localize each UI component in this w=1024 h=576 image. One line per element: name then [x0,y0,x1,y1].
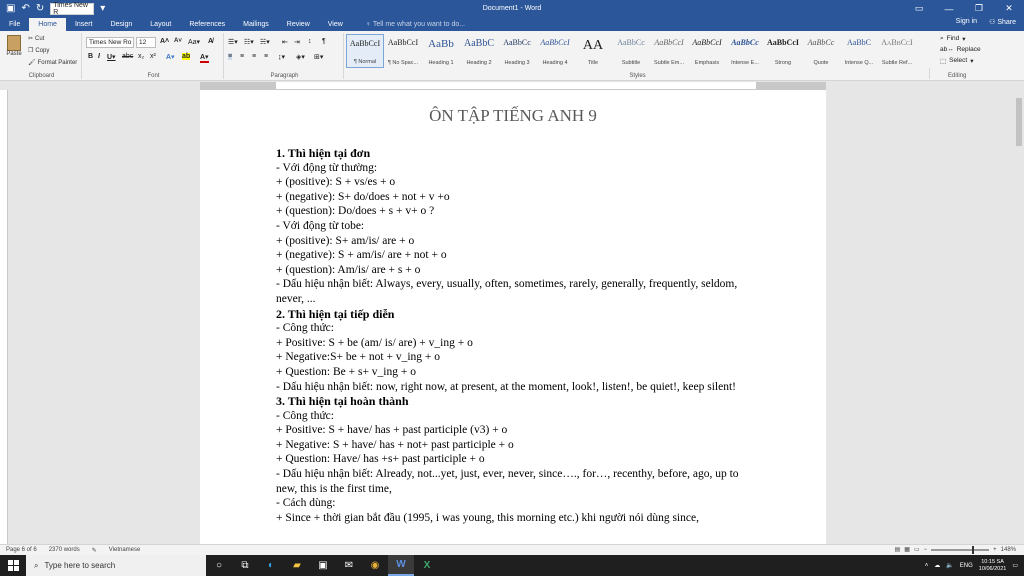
copy-button[interactable] [28,47,49,54]
document-line[interactable]: + (question): Do/does + s + v+ o ? [276,205,435,218]
web-layout-icon[interactable]: ▭ [913,547,920,553]
ribbon [0,31,1024,81]
style-sample: AaBb [428,38,454,50]
document-page[interactable] [200,90,826,544]
customize-qat-icon[interactable]: ▾ [100,2,106,14]
document-line[interactable]: + Question: Be + s+ v_ing + o [276,365,416,378]
taskbar-search-placeholder: Type here to search [44,561,116,570]
chrome-icon[interactable]: ◉ [370,560,380,571]
document-title: ÔN TẬP TIẾNG ANH 9 [429,106,597,125]
style-sample: AaBbCc [503,38,531,47]
document-line[interactable]: + Negative: S + have/ has + not+ past participle + o [276,438,514,451]
scrollbar-thumb[interactable] [1016,98,1022,146]
section-heading[interactable]: 2. Thì hiện tại tiếp diễn [276,306,395,321]
shading-icon[interactable]: ◈▾ [296,54,305,61]
style-sample: AaBbC [847,38,871,47]
style-strong[interactable] [764,34,802,68]
paste-label: Paste [6,51,22,57]
mail-icon[interactable]: ✉ [344,560,354,571]
quick-font-box[interactable]: Times New R [50,3,94,15]
style-subtle-reference[interactable] [878,34,916,68]
style-intense-emphasis[interactable] [726,34,764,68]
print-layout-icon[interactable]: ▦ [904,547,910,553]
cut-button[interactable] [28,35,44,42]
read-mode-icon[interactable]: ▤ [894,547,901,553]
style-name: Heading 2 [466,60,492,66]
clock[interactable] [979,559,1007,573]
style-name: ¶ No Spac... [387,60,419,66]
paste-button[interactable] [4,35,24,57]
chevron-down-icon: ▾ [962,35,966,43]
style-sample: AaBbCcI [766,38,799,47]
tab-view[interactable]: View [327,21,343,28]
redo-icon[interactable]: ↻ [35,2,45,14]
font-group-label: Font [147,73,160,79]
document-body[interactable] [276,146,756,525]
clock-time: 10:15 SA [981,558,1004,565]
align-left-icon[interactable]: ≡ [228,53,233,60]
multilevel-list-icon[interactable]: ☵▾ [260,39,270,46]
zoom-slider[interactable] [931,549,989,551]
signin-link[interactable]: Sign in [955,18,978,25]
style-name: Strong [774,60,792,66]
paragraph-group [226,33,344,79]
proofing-icon[interactable]: ✎ [91,547,97,554]
show-marks-icon[interactable]: ¶ [322,38,326,45]
tab-layout[interactable]: Layout [150,21,172,28]
style-name: Quote [813,60,829,66]
font-color-icon[interactable]: A▾ [200,54,209,61]
editing-group [934,33,1024,79]
taskbar-search[interactable] [26,555,206,576]
edge-icon[interactable]: ◐ [267,560,275,571]
style-name: Heading 1 [428,60,454,66]
format-painter-label: Format Painter [37,59,78,66]
style-name: Emphasis [694,60,720,66]
word-icon[interactable]: W [388,555,414,576]
style-name: Intense E... [731,60,759,66]
sort-icon[interactable]: ↕ [308,38,312,45]
excel-icon[interactable]: X [423,560,431,571]
clipboard-icon [7,35,21,51]
vertical-ruler[interactable] [0,90,8,544]
italic-icon[interactable]: I [98,53,100,60]
highlight-icon[interactable]: ab [182,53,191,60]
word-count[interactable]: 2370 words [48,547,80,553]
paragraph-group-label: Paragraph [270,73,299,79]
language[interactable]: Vietnamese [108,547,141,553]
document-line[interactable]: - Công thức: [276,409,334,422]
save-icon[interactable]: ▣ [6,2,16,14]
tab-review[interactable]: Review [286,21,310,28]
find-label: Find [946,35,960,42]
system-tray [925,555,1024,576]
clear-formatting-icon[interactable]: A̸ [208,38,214,45]
font-group [84,33,224,79]
tab-insert[interactable]: Insert [74,21,93,28]
format-painter-button[interactable] [28,59,77,66]
bullets-icon[interactable]: ☰▾ [228,39,238,46]
style-heading-1[interactable] [422,34,460,68]
copy-icon: ❐ [28,48,34,54]
style-emphasis[interactable] [688,34,726,68]
align-center-icon[interactable]: ≡ [240,53,245,60]
document-line[interactable]: + Negative:S+ be + not + v_ing + o [276,351,441,364]
style-sample: AaBbCcI [387,38,419,47]
underline-icon[interactable]: U▾ [107,54,116,61]
select-button[interactable] [934,55,1024,66]
tray-chevron-icon[interactable]: ˄ [924,562,929,569]
style-name: ¶ Normal [353,59,377,65]
clipboard-group [2,33,82,79]
style-heading-3[interactable] [498,34,536,68]
editing-group-label: Editing [948,73,967,79]
borders-icon[interactable]: ⊞▾ [314,54,324,61]
style-sample: AaBbCcI [654,38,684,47]
tab-design[interactable]: Design [110,21,133,28]
share-label: Share [997,19,1016,26]
replace-label: Replace [956,46,981,53]
style-name: Heading 3 [504,60,530,66]
numbering-icon[interactable]: ☷▾ [244,39,254,46]
copy-label: Copy [35,47,50,54]
restore-button[interactable]: ❐ [974,3,984,13]
decrease-indent-icon[interactable]: ⇤ [282,39,288,46]
bold-icon[interactable]: B [88,53,94,60]
document-line[interactable]: + (positive): S + vs/es + o [276,176,396,189]
chevron-down-icon: ▾ [970,57,974,65]
file-explorer-icon[interactable]: ▰ [293,560,301,571]
line-spacing-icon[interactable]: ↨▾ [278,54,286,61]
volume-icon[interactable]: 🔈 [946,563,954,569]
document-line[interactable]: + (positive): S+ am/is/ are + o [276,234,415,247]
style-name: Heading 4 [542,60,568,66]
zoom-level[interactable]: 148% [1000,546,1016,553]
style-intense-quote[interactable] [840,34,878,68]
style-normal[interactable] [346,34,384,68]
document-line[interactable]: - Cách dùng: [276,497,336,510]
style-sample: AaBbCcI [540,38,570,47]
page-count[interactable]: Page 6 of 6 [6,547,37,553]
quick-access-toolbar [0,3,320,15]
styles-group [346,68,930,79]
section-heading[interactable]: 3. Thì hiện tại hoàn thành [276,394,409,409]
zoom-control [895,546,1016,553]
style-name: Subtle Em... [654,60,684,66]
find-button[interactable] [934,33,1024,44]
zoom-slider-thumb[interactable] [972,546,974,554]
minimize-button[interactable]: — [944,3,954,14]
section-heading[interactable]: 1. Thì hiện tại đơn [276,146,371,160]
tab-references[interactable]: References [189,21,226,28]
change-case-icon[interactable]: Aa▾ [188,39,201,46]
find-icon: ⌕ [940,34,944,42]
font-name-combo[interactable]: Times New Ro [86,37,134,48]
style-sample: AaBbCc [807,38,835,47]
document-line[interactable]: - Với động từ tobe: [276,219,365,232]
grow-font-icon[interactable]: A˄ [160,38,170,45]
scissors-icon: ✂ [28,36,34,42]
document-line[interactable]: - Dấu hiệu nhận biết: Always, every, usually, often, sometimes, rarely, generally, frequently, seldom, never, ... [276,278,738,305]
zoom-in-icon[interactable]: + [993,546,997,553]
document-line[interactable]: + Since + thời gian bắt đầu (1995, i was young, this morning etc.) khi người nói dùng since, [276,511,699,524]
style-sample: AaBbC [464,38,494,49]
taskbar [0,555,1024,576]
align-right-icon[interactable]: ≡ [252,53,257,60]
document-line[interactable]: - Với động từ thường: [276,161,378,174]
document-line[interactable]: + (negative): S + am/is/ are + not + o [276,249,447,262]
replace-icon: ab↔ [940,46,954,53]
notifications-icon[interactable]: ▭ [1012,563,1018,569]
replace-button[interactable] [934,44,1024,55]
strikethrough-icon[interactable]: abc [122,53,134,60]
select-label: Select [949,57,968,64]
clipboard-group-label: Clipboard [28,73,55,79]
lightbulb-icon: ♀ [365,21,373,28]
close-button[interactable]: ✕ [1005,3,1013,13]
zoom-out-icon[interactable]: − [923,546,928,553]
document-line[interactable]: + Question: Have/ has +s+ past participle + o [276,453,485,466]
style-sample: AA [582,38,604,53]
ruler-margin-left [200,82,276,90]
style-name: Intense Q... [844,60,874,66]
tab-file[interactable]: File [9,21,21,28]
style-title[interactable] [574,34,612,68]
task-view-icon[interactable]: ⧉ [241,560,249,571]
input-language[interactable]: ENG [959,562,973,569]
cut-label: Cut [35,35,45,42]
document-line[interactable]: + (question): Am/is/ are + s + o [276,263,421,276]
increase-indent-icon[interactable]: ⇥ [294,39,300,46]
windows-start-icon[interactable] [0,555,26,576]
justify-icon[interactable]: ≡ [264,53,269,60]
status-bar [0,544,1024,555]
ribbon-display-options-icon[interactable]: ▭ [914,3,924,13]
tell-me-label: Tell me what you want to do... [372,21,466,28]
style-heading-2[interactable] [460,34,498,68]
document-line[interactable]: - Công thức: [276,322,334,335]
store-icon[interactable]: ▣ [318,560,328,571]
network-icon[interactable]: ☁ [934,563,941,569]
ribbon-tabs [0,17,1024,31]
document-line[interactable]: - Dấu hiệu nhận biết: now, right now, at present, at the moment, look!, listen!, be quiet!, keep silent! [276,380,736,393]
style-subtle-emphasis[interactable] [650,34,688,68]
style-name: Subtle Ref... [881,60,913,66]
style-sample: AaBbCc [731,38,759,47]
document-line[interactable]: - Dấu hiệu nhận biết: Already, not...yet, just, ever, never, since…., for…, recenthy, before, ago, up to new, this is the first time, [276,468,739,495]
document-line[interactable]: + (negative): S+ do/does + not + v +o [276,190,450,203]
style-no-spacing[interactable] [384,34,422,68]
brush-icon: 🖌 [28,60,36,66]
shrink-font-icon[interactable]: A˅ [174,38,182,44]
select-icon: ⬚ [940,57,947,65]
tab-home[interactable]: Home [29,18,66,31]
search-icon: ⌕ [34,560,39,570]
ruler-margin-right [756,82,826,90]
styles-group-label: Styles [629,73,646,79]
subscript-icon[interactable]: x₂ [138,53,145,60]
style-quote[interactable] [802,34,840,68]
styles-gallery [346,34,930,68]
document-line[interactable]: + Positive: S + be (am/ is/ are) + v_ing + o [276,336,473,349]
undo-icon[interactable]: ↶ [21,2,30,14]
tab-mailings[interactable]: Mailings [243,21,269,28]
style-name: Subtitle [621,60,641,66]
title-bar [0,0,1024,17]
style-sample: AaBbCcI [881,38,913,47]
style-sample: AaBbCcI [692,38,722,47]
style-subtitle[interactable] [612,34,650,68]
style-sample: AaBbCcI [349,39,381,48]
style-sample: AaBbCc [617,38,645,47]
cortana-icon[interactable]: ○ [215,560,223,571]
tell-me-search[interactable] [352,18,465,31]
window-title: Document1 - Word [482,5,542,12]
vertical-scrollbar[interactable] [1014,82,1024,544]
font-size-combo[interactable]: 12 [136,37,156,48]
clock-date: 10/06/2021 [978,565,1007,572]
horizontal-ruler[interactable] [200,82,826,90]
style-name: Title [587,60,599,66]
text-effects-icon[interactable]: A▾ [166,54,175,61]
style-heading-4[interactable] [536,34,574,68]
person-icon: ⚇ [989,19,998,26]
document-line[interactable]: + Positive: S + have/ has + past participle (v3) + o [276,424,508,437]
share-button[interactable] [989,18,1016,26]
superscript-icon[interactable]: x² [150,53,156,60]
